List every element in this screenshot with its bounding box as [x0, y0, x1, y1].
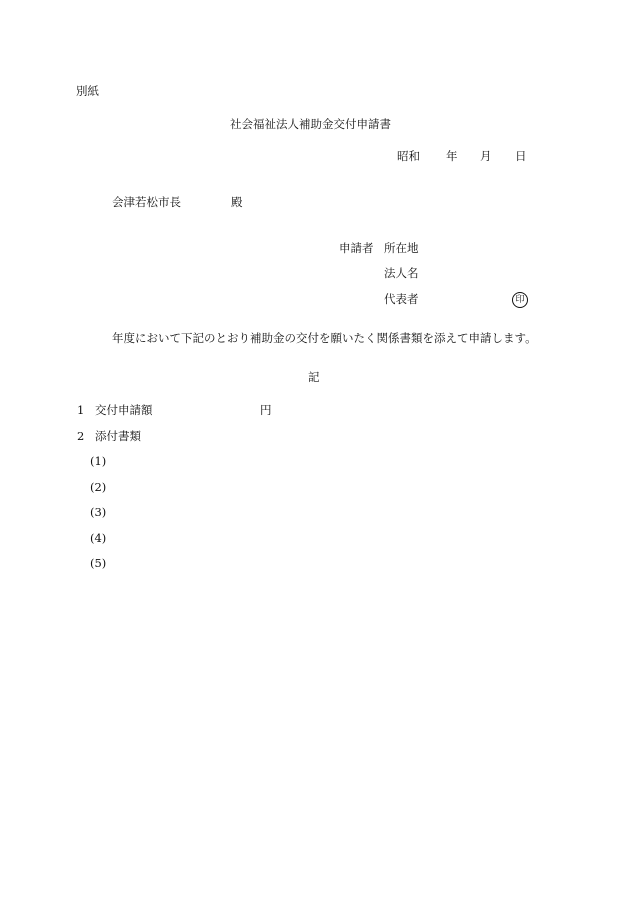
item1-number: 1 [77, 403, 85, 417]
date-day-unit: 日 [515, 149, 527, 163]
ki-label: 記 [308, 370, 320, 384]
attachment-label: 別紙 [76, 84, 99, 98]
applicant-label: 申請者 [339, 241, 374, 255]
seal-mark-icon: 印 [512, 292, 528, 308]
item1-label: 交付申請額 [95, 403, 153, 417]
date-year-unit: 年 [446, 149, 458, 163]
attachment-item: (2) [90, 480, 107, 494]
body-text: 年度において下記のとおり補助金の交付を願いたく関係書類を添えて申請します。 [112, 331, 537, 345]
representative-label: 代表者 [384, 292, 419, 306]
date-era: 昭和 [397, 149, 420, 163]
address-label: 所在地 [384, 241, 419, 255]
attachment-item: (3) [90, 505, 107, 519]
attachment-item: (1) [90, 454, 107, 468]
item1-unit: 円 [260, 403, 272, 417]
attachment-item: (5) [90, 556, 107, 570]
item2-number: 2 [77, 429, 85, 443]
document-title: 社会福祉法人補助金交付申請書 [230, 117, 391, 131]
attachment-item: (4) [90, 531, 107, 545]
corporation-name-label: 法人名 [384, 266, 419, 280]
addressee-name: 会津若松市長 [112, 195, 181, 209]
item2-label: 添付書類 [95, 429, 141, 443]
date-month-unit: 月 [480, 149, 492, 163]
addressee-honorific: 殿 [231, 195, 243, 209]
